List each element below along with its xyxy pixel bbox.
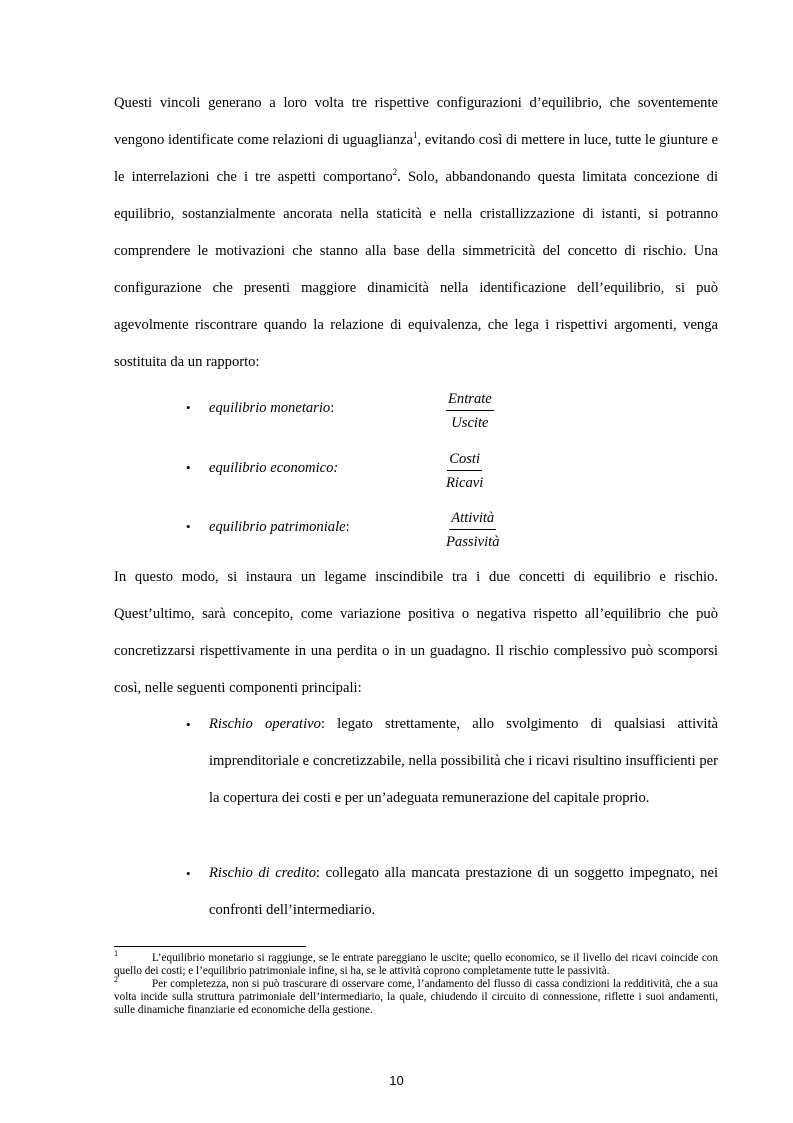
bullet-icon: • [186,717,191,732]
fraction-numerator: Costi [447,450,482,471]
footnotes [114,949,718,1017]
paragraph-1-part-a: Questi vincoli generano a loro volta tre rispettive configurazioni d’equilibrio, che soventemente vengono identificate come relazioni di uguaglianza [114,95,718,148]
equilibrium-label-text: equilibrio monetario [209,400,331,416]
fraction-denominator: Uscite [451,415,489,431]
equilibrium-label-text: equilibrio economico: [209,460,339,476]
bullet-icon: • [186,519,191,534]
equilibrium-fraction [446,450,483,492]
paragraph-2 [114,559,718,707]
risk-term: Rischio di credito [209,865,316,881]
equilibrium-label-text: equilibrio patrimoniale [209,519,346,535]
risk-item-credit [114,855,718,929]
equilibrium-label-suffix: : [345,519,350,535]
bullet-icon: • [186,866,191,881]
footnote-mark: 1 [114,949,118,959]
risk-term: Rischio operativo [209,716,321,732]
footnote-ref-2[interactable]: 2 [392,167,398,178]
list-item [114,855,718,929]
equilibrium-label [209,519,350,536]
fraction-numerator: Attività [449,509,496,530]
list-item [114,706,718,817]
paragraph-2-text: In questo modo, si instaura un legame inscindibile tra i due concetti di equilibrio e rischio. Quest’ultimo, sarà concepito, come variazione positiva o negativa rispetto all’equilibrio che può concretizzarsi rispettivamente in una perdita o in un guadagno. Il rischio complessivo può scomporsi così, nelle seguenti componenti principali: [114,569,718,696]
risk-description: : collegato alla mancata prestazione di un soggetto impegnato, nei confronti dell’intermediario. [209,865,718,918]
equilibrium-fraction [446,390,494,432]
bullet-icon: • [186,460,191,475]
footnote-mark: 2 [114,975,118,985]
equilibrium-label [209,400,334,417]
paragraph-1-part-c: . Solo, abbandonando questa limitata concezione di equilibrio, sostanzialmente ancorata nella staticità e nella cristallizzazione di istanti, si potranno comprendere le motivazioni che stanno alla base della simmetricità del concetto di rischio. Una configurazione che presenti maggiore dinamicità nella identificazione dell’equilibrio, si può agevolmente riscontrare quando la relazione di equivalenza, che lega i rispettivi argomenti, venga sostituita da un rapporto: [114,169,718,370]
equilibrium-monetary [114,390,718,438]
equilibrium-patrimonial [114,509,718,557]
equilibrium-label [209,460,338,477]
footnote-1 [114,949,718,978]
fraction-denominator: Passività [446,534,500,550]
paragraph-1 [114,85,718,381]
fraction-numerator: Entrate [446,390,494,411]
equilibrium-fraction [446,509,500,551]
equilibrium-label-suffix: : [330,400,335,416]
equilibrium-economic [114,450,718,498]
page-number: 10 [389,1073,404,1088]
footnote-text: L’equilibrio monetario si raggiunge, se le entrate pareggiano le uscite; quello economico, se il livello dei ricavi coincide con quello dei costi; e l’equilibrio patrimoniale infine, si ha, se le attività coprono completamente tutte le passività. [114,952,718,977]
bullet-icon: • [186,400,191,415]
risk-item-operational [114,706,718,817]
footnote-separator [114,946,306,947]
fraction-denominator: Ricavi [446,475,484,491]
footnote-2 [114,975,718,1017]
paragraph-1-part-b: , evitando così di mettere in luce, tutte le giunture e le interrelazioni che i tre aspetti comportano [114,132,718,185]
footnote-ref-1[interactable]: 1 [412,130,418,141]
footnote-text: Per completezza, non si può trascurare di osservare come, l’andamento del flusso di cassa condizioni la redditività, che a sua volta incide sulla struttura patrimoniale dell’intermediario, la quale, chiudendo il circuito di connessione, riflette i suoi andamenti, sulle dinamiche finanziarie ed economiche della gestione. [114,978,718,1016]
risk-description: : legato strettamente, allo svolgimento di qualsiasi attività imprenditoriale e concretizzabile, nella possibilità che i ricavi risultino insufficienti per la copertura dei costi e per un’adeguata remunerazione del capitale proprio. [209,716,719,806]
